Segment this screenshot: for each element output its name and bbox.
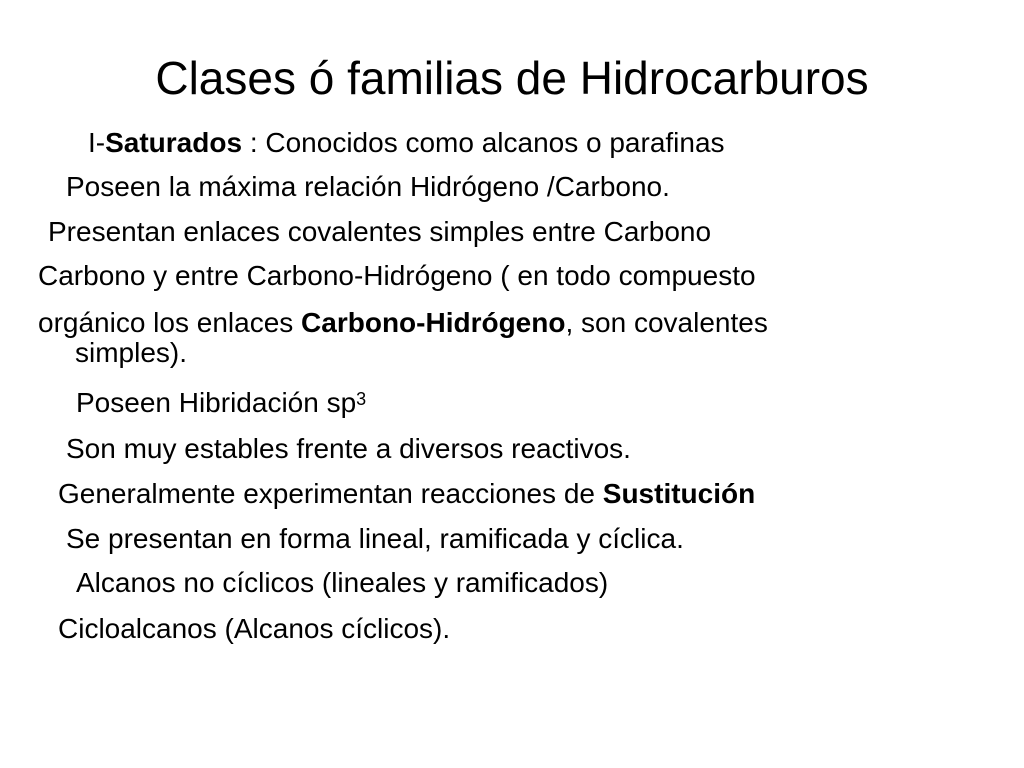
text-run: , son covalentes	[565, 307, 768, 338]
bold-term-carbono-hidrogeno: Carbono-Hidrógeno	[301, 307, 566, 338]
text-line-9	[58, 477, 755, 511]
text-run: : Conocidos como alcanos o parafinas	[242, 127, 725, 158]
text-run: Alcanos no cíclicos (lineales y ramificados)	[76, 567, 609, 598]
text-run: Se presentan en forma lineal, ramificada y cíclica.	[66, 523, 684, 554]
text-line-5	[38, 306, 768, 340]
text-run: I-	[88, 127, 106, 158]
bold-term-saturados: Saturados	[105, 127, 243, 158]
bold-term-sustitucion: Sustitución	[602, 478, 756, 509]
text-run: Poseen Hibridación sp	[76, 387, 357, 418]
text-line-7	[76, 386, 366, 420]
superscript-3: 3	[356, 389, 367, 409]
text-line-3	[48, 215, 711, 249]
text-run: orgánico los enlaces	[38, 307, 302, 338]
text-run: Carbono y entre Carbono-Hidrógeno ( en todo compuesto	[38, 260, 756, 291]
text-run: Poseen la máxima relación Hidrógeno /Carbono.	[66, 171, 670, 202]
text-line-1	[88, 126, 725, 160]
text-line-11	[76, 566, 608, 600]
text-run: Generalmente experimentan reacciones de	[58, 478, 603, 509]
text-line-2	[66, 170, 670, 204]
text-line-6	[75, 336, 187, 370]
text-run: Presentan enlaces covalentes simples entre Carbono	[48, 216, 712, 247]
text-line-12	[58, 612, 450, 646]
text-run: Cicloalcanos (Alcanos cíclicos).	[58, 613, 451, 644]
slide-title: Clases ó familias de Hidrocarburos	[155, 52, 869, 104]
text-line-10	[66, 522, 684, 556]
text-line-4	[38, 259, 756, 293]
text-run: Son muy estables frente a diversos reactivos.	[66, 433, 631, 464]
text-line-8	[66, 432, 631, 466]
text-run: simples).	[75, 337, 188, 368]
